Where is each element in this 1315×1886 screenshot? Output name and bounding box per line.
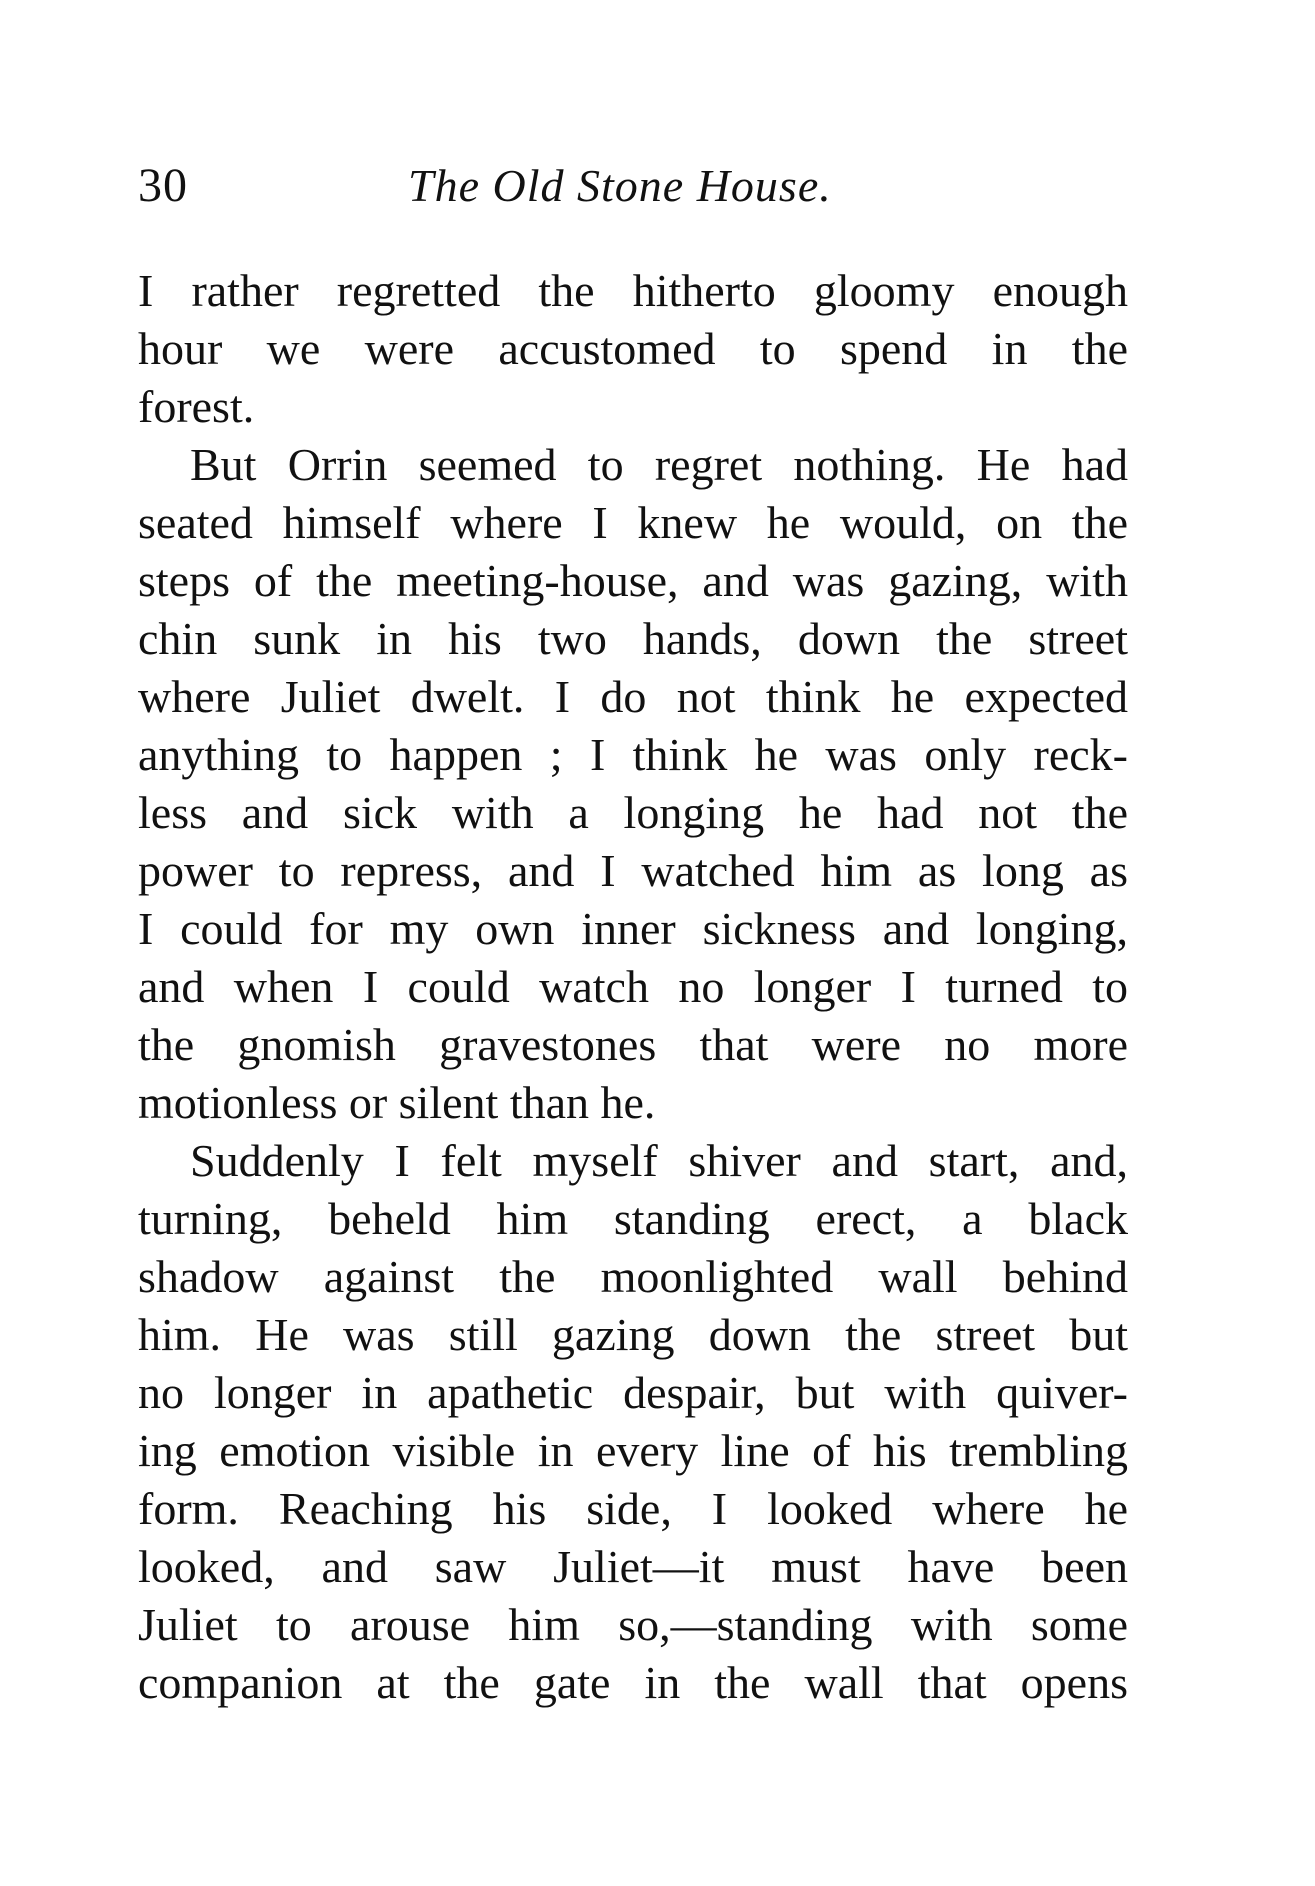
text-line: companion at the gate in the wall that opens: [138, 1657, 1128, 1708]
page-number: 30: [138, 159, 188, 212]
text-line: Suddenly I felt myself shiver and start, and,: [190, 1135, 1128, 1186]
text-line: steps of the meeting-house, and was gazing, with: [138, 555, 1128, 606]
text-line: But Orrin seemed to regret nothing. He had: [190, 439, 1128, 490]
text-line: I rather regretted the hitherto gloomy enough: [138, 265, 1128, 316]
text-line: turning, beheld him standing erect, a black: [138, 1193, 1128, 1244]
text-line: anything to happen ; I think he was only reck-: [138, 729, 1128, 780]
text-line: hour we were accustomed to spend in the: [138, 323, 1128, 374]
text-line: him. He was still gazing down the street but: [138, 1309, 1128, 1360]
text-line: where Juliet dwelt. I do not think he expected: [138, 671, 1128, 722]
page-header: [138, 158, 1128, 228]
text-line: ing emotion visible in every line of his trembling: [138, 1425, 1128, 1476]
text-line: looked, and saw Juliet—it must have been: [138, 1541, 1128, 1592]
text-line: I could for my own inner sickness and longing,: [138, 903, 1128, 954]
text-line: shadow against the moonlighted wall behind: [138, 1251, 1128, 1302]
text-line: motionless or silent than he.: [138, 1077, 656, 1128]
text-line: Juliet to arouse him so,—standing with some: [138, 1599, 1128, 1650]
body-text: [138, 262, 1128, 1712]
text-line: power to repress, and I watched him as long as: [138, 845, 1128, 896]
text-line: and when I could watch no longer I turned to: [138, 961, 1128, 1012]
text-line: less and sick with a longing he had not the: [138, 787, 1128, 838]
running-title: The Old Stone House.: [408, 160, 832, 211]
text-line: forest.: [138, 381, 255, 432]
text-line: seated himself where I knew he would, on the: [138, 497, 1128, 548]
text-line: chin sunk in his two hands, down the street: [138, 613, 1128, 664]
text-line: form. Reaching his side, I looked where he: [138, 1483, 1128, 1534]
text-line: no longer in apathetic despair, but with quiver-: [138, 1367, 1128, 1418]
text-line: the gnomish gravestones that were no more: [138, 1019, 1128, 1070]
